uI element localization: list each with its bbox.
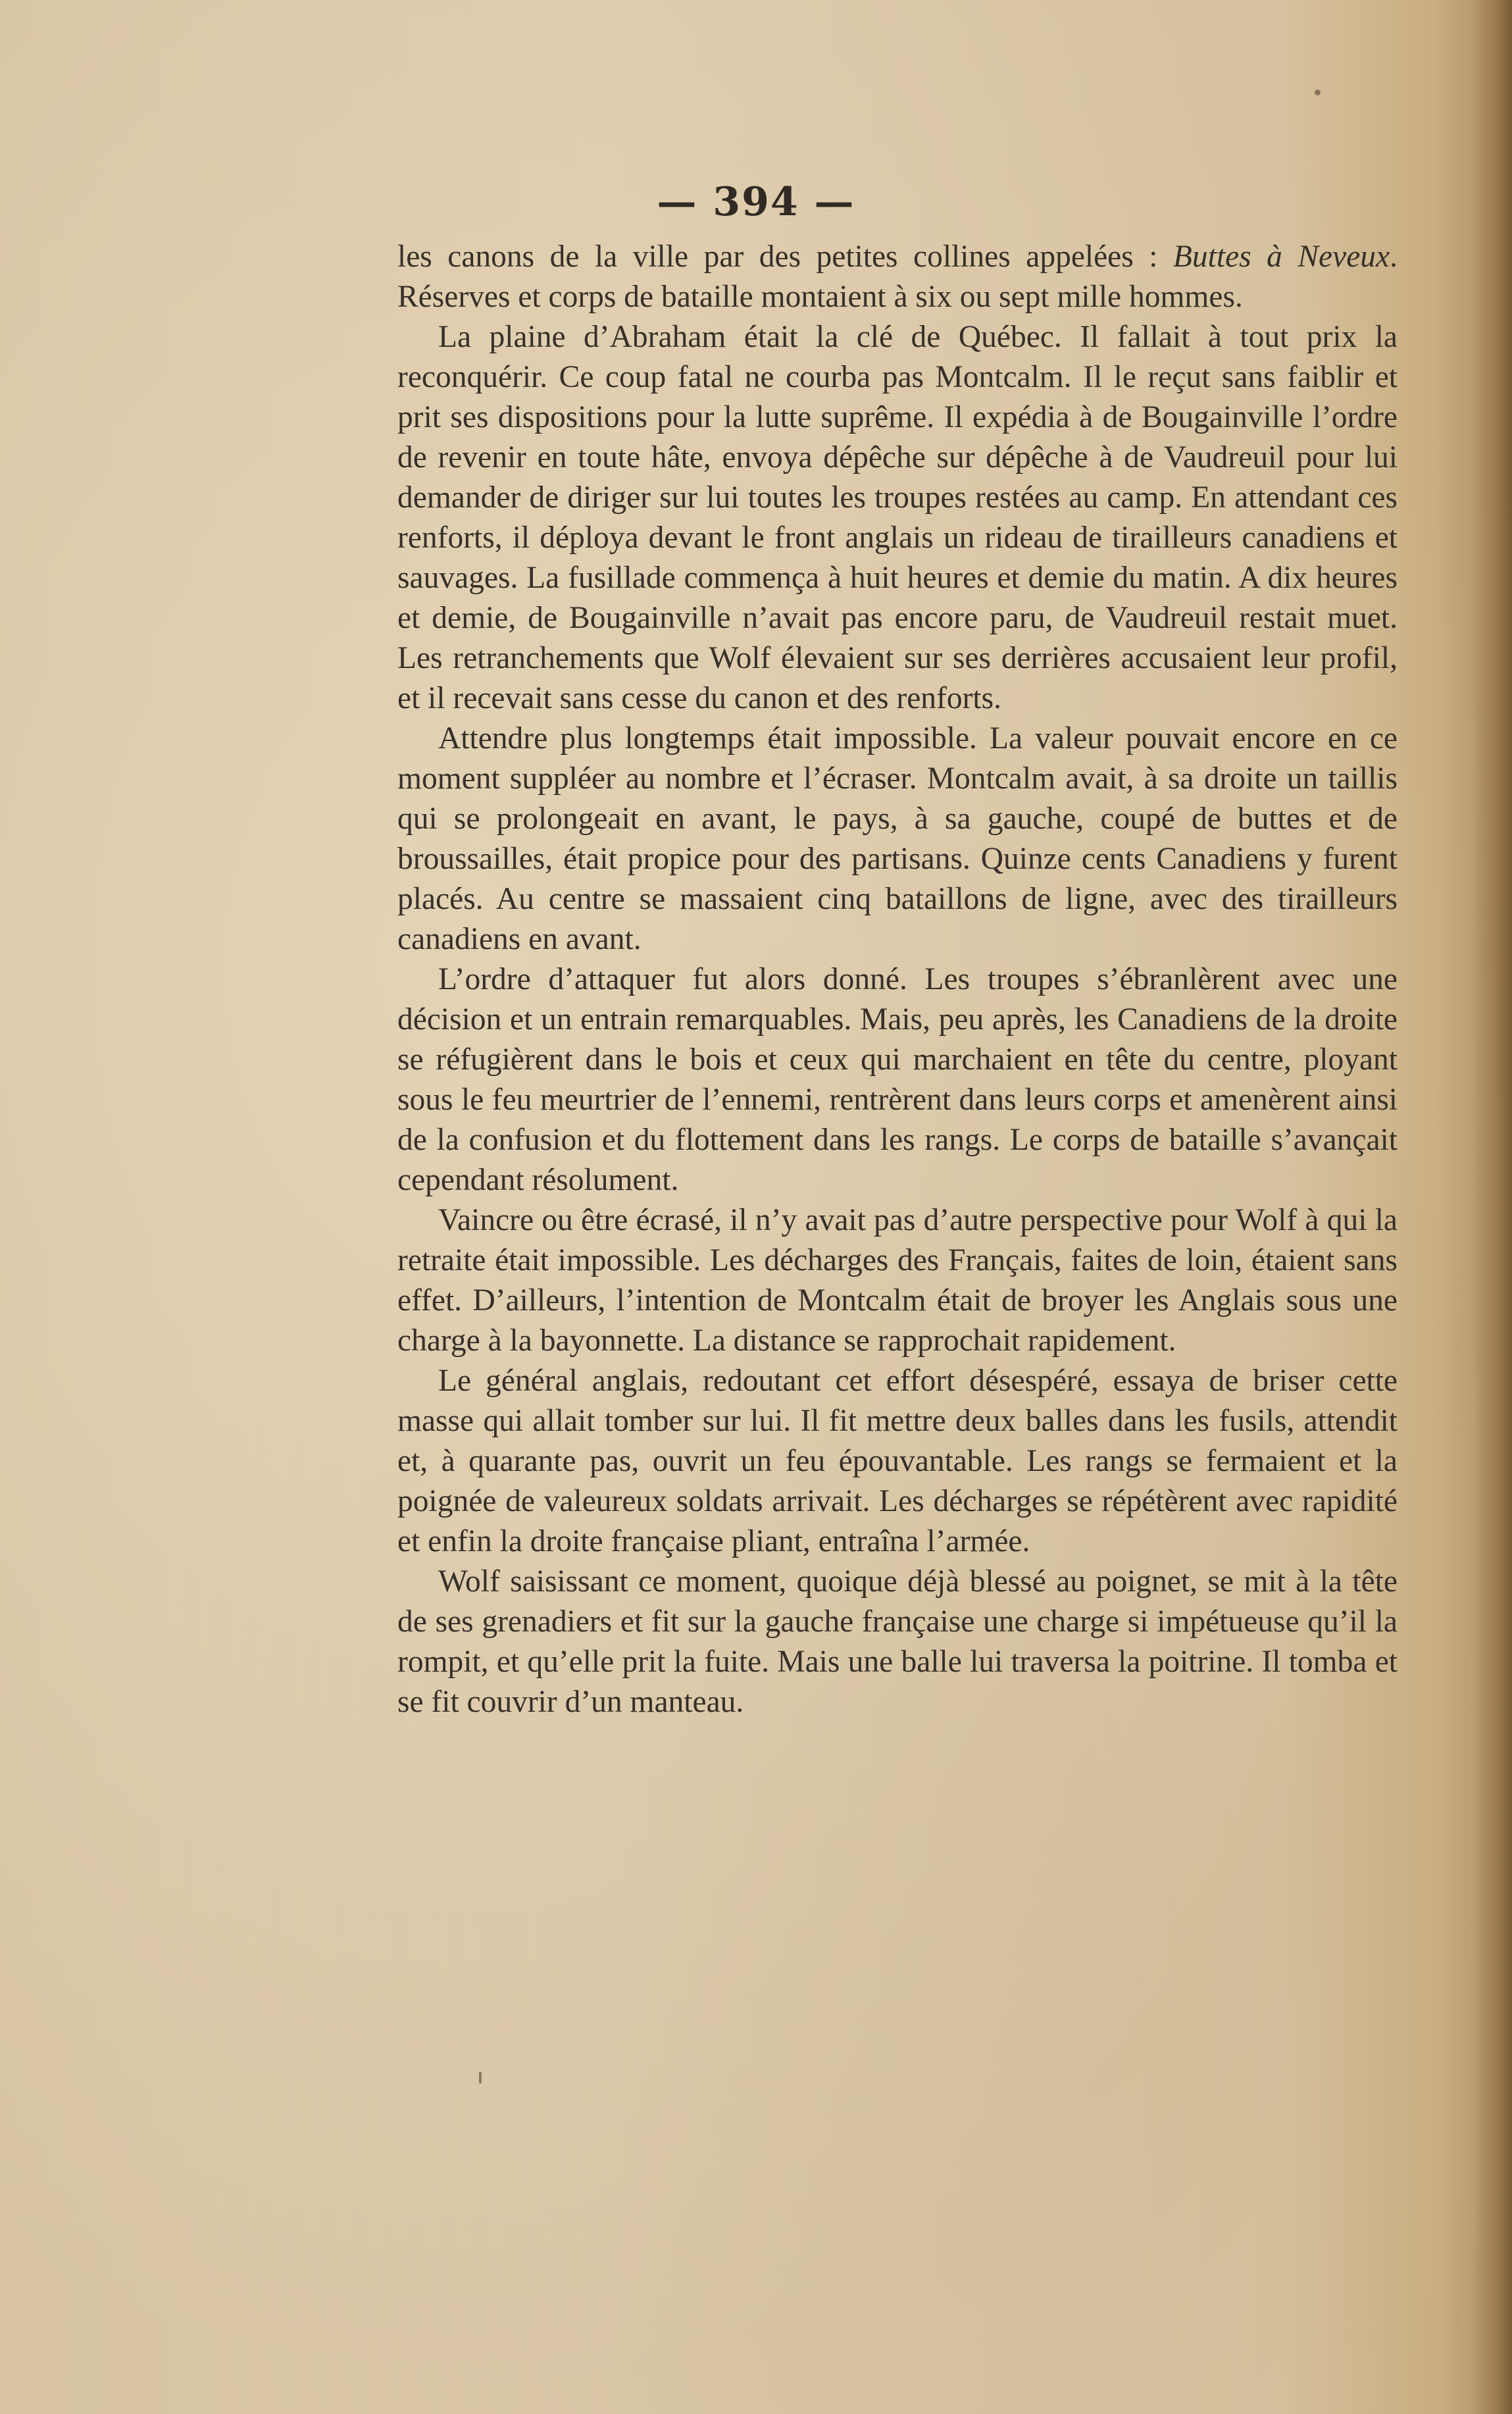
page-number: — 394 — (657, 179, 855, 225)
paper-speck (1315, 90, 1321, 95)
page-edge-shadow (1473, 0, 1512, 2414)
paragraph-3: Attendre plus longtemps était impossible. La valeur pouvait encore en ce moment suppléer au nombre et l’écraser. Montcalm avait, à sa droite un taillis qui se prolongeait en avant, le pays, à sa gauche, coupé de buttes et de broussailles, était propice pour des partisans. Quinze cents Canadiens y furent placés. Au centre se massaient cinq bataillons de ligne, avec des tirailleurs canadiens en avant. (397, 721, 1398, 956)
paragraph-1-text-start: les canons de la ville par des petites collines appelées : (397, 240, 1173, 274)
place-name-italic: Buttes à Neveux (1172, 240, 1390, 274)
body-text (397, 237, 1398, 1722)
paper-speck (479, 2072, 482, 2084)
paragraph-1 (397, 237, 1398, 317)
paragraph-6: Le général anglais, redoutant cet effort désespéré, essaya de briser cette masse qui allait tomber sur lui. Il fit mettre deux balles dans les fusils, attendit et, à quarante pas, ouvrit un feu épouvantable. Les rangs se fermaient et la poignée de valeureux soldats arrivait. Les décharges se répétèrent avec rapidité et enfin la droite française pliant, entraîna l’armée. (397, 1364, 1398, 1558)
paragraph-2: La plaine d’Abraham était la clé de Québec. Il fallait à tout prix la reconquérir. Ce coup fatal ne courba pas Montcalm. Il le reçut sans faiblir et prit ses dispositions pour la lutte suprême. Il expédia à de Bougainville l’ordre de revenir en toute hâte, envoya dépêche sur dépêche à de Vaudreuil pour lui demander de diriger sur lui toutes les troupes restées au camp. En attendant ces renforts, il déploya devant le front anglais un rideau de tirailleurs canadiens et sauvages. La fusillade commença à huit heures et demie du matin. A dix heures et demie, de Bougainville n’avait pas encore paru, de Vaudreuil restait muet. Les retranchements que Wolf élevaient sur ses derrières accusaient leur profil, et il recevait sans cesse du canon et des renforts. (397, 320, 1398, 715)
paragraph-1-text-end: . Réserves et corps de bataille montaient à six ou sept mille hommes. (397, 240, 1398, 314)
paragraph-7: Wolf saisissant ce moment, quoique déjà blessé au poignet, se mit à la tête de ses grenadiers et fit sur la gauche française une charge si impétueuse qu’il la rompit, et qu’elle prit la fuite. Mais une balle lui traversa la poitrine. Il tomba et se fit couvrir d’un manteau. (397, 1564, 1398, 1719)
paragraph-5: Vaincre ou être écrasé, il n’y avait pas d’autre perspective pour Wolf à qui la retraite était impossible. Les décharges des Français, faites de loin, étaient sans effet. D’ailleurs, l’intention de Montcalm était de broyer les Anglais sous une charge à la bayonnette. La distance se rapprochait rapidement. (397, 1203, 1398, 1358)
paragraph-4: L’ordre d’attaquer fut alors donné. Les troupes s’ébranlèrent avec une décision et un entrain remarquables. Mais, peu après, les Canadiens de la droite se réfugièrent dans le bois et ceux qui marchaient en tête du centre, ployant sous le feu meurtrier de l’ennemi, rentrèrent dans leurs corps et amenèrent ainsi de la confusion et du flottement dans les rangs. Le corps de bataille s’avançait cependant résolument. (397, 962, 1398, 1197)
